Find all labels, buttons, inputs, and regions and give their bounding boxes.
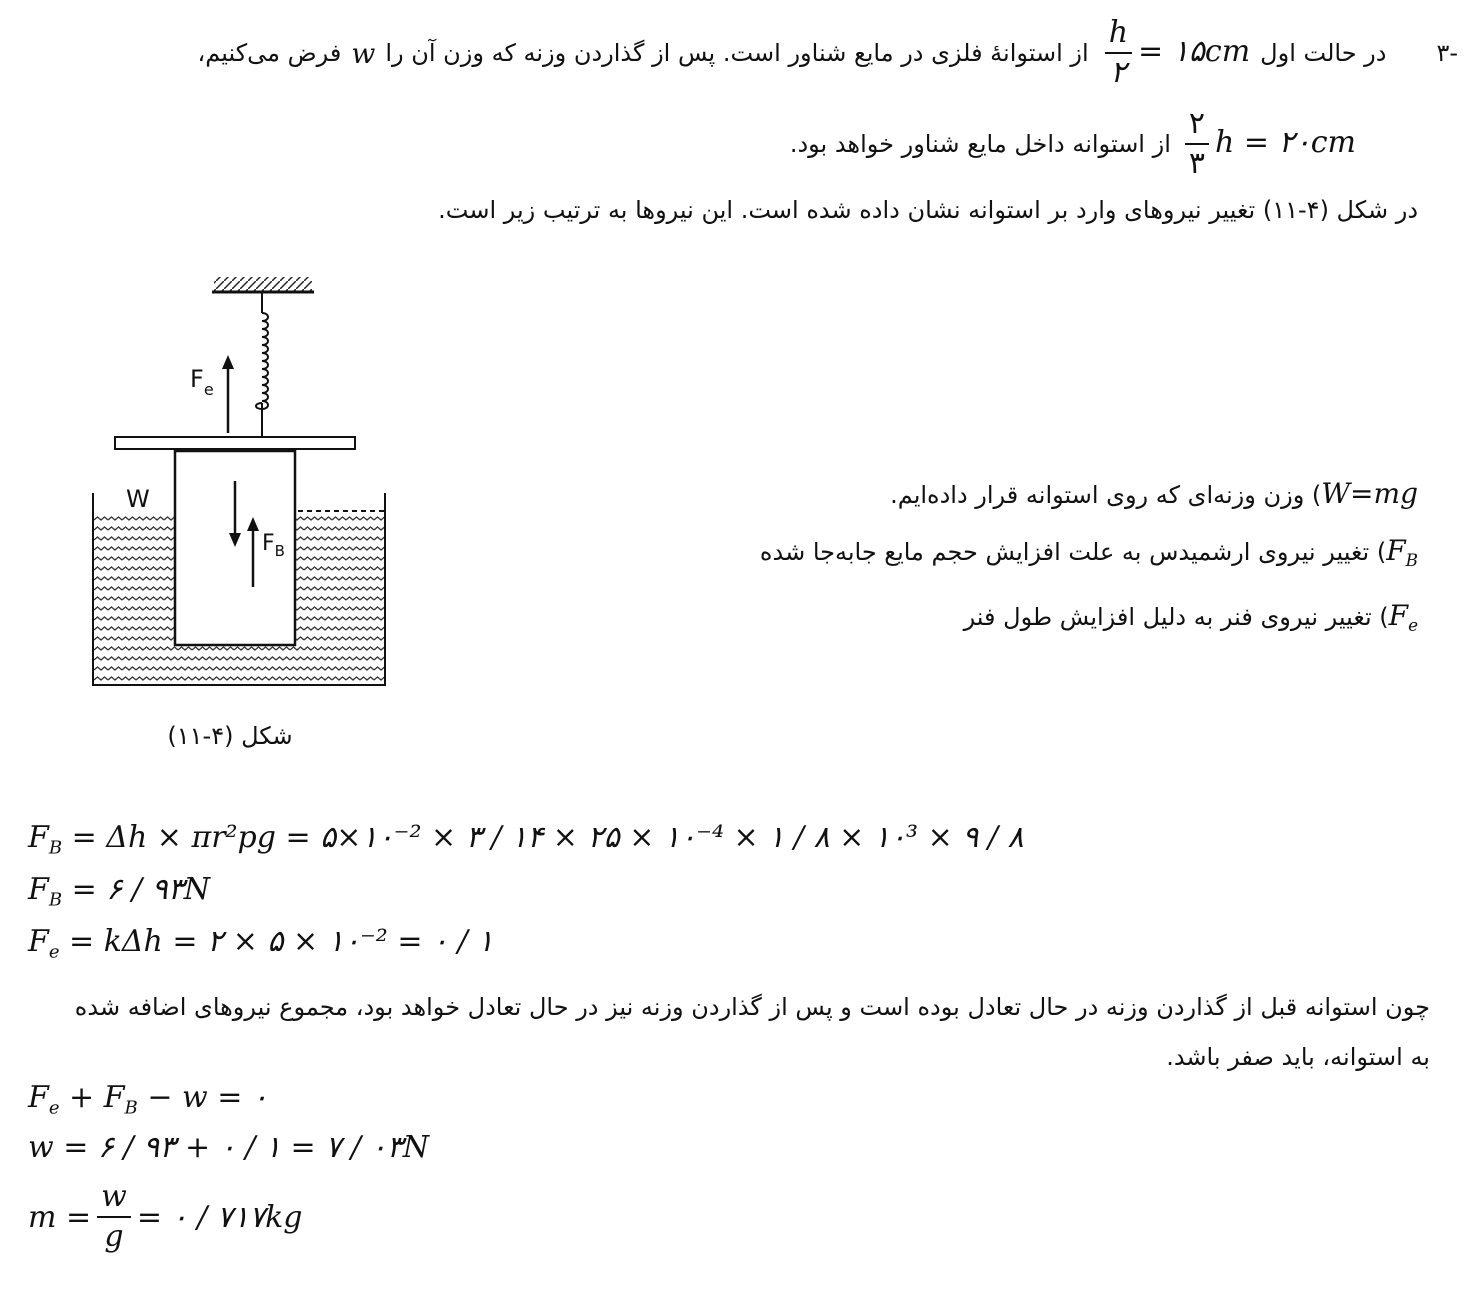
equation-mass: m = $\frac{w}{g}$ = ۰ / ۷۱۷kg: [28, 1179, 303, 1254]
intro-line-3: [438, 196, 1418, 224]
fe-label: $F_e$: [190, 365, 214, 399]
fraction-h-over-2: [1105, 15, 1132, 90]
intro-text-line3: در شکل (۴-۱۱) تغییر نیروهای وارد بر استوانه نشان داده شده است. این نیروها به ترتیب زیر است.: [438, 196, 1418, 224]
intro-text-b: از استوانهٔ فلزی در مایع شناور است. پس از گذاردن وزنه که وزن آن را: [385, 39, 1089, 67]
fraction-numerator: ۲: [1185, 109, 1209, 145]
force-legend: [618, 466, 1418, 653]
fraction-2-over-3: [1185, 106, 1209, 181]
paragraph-line-1: چون استوانه قبل از گذاردن وزنه در حال تعادل بوده است و پس از گذاردن وزنه نیز در حال تعادل خواهد بود، مجموع نیروهای اضافه شده: [74, 993, 1430, 1021]
paragraph-line-2: به استوانه، باید صفر باشد.: [1166, 1043, 1430, 1071]
figure-caption: شکل (۴-۱۱): [167, 722, 293, 750]
fb-label: $F_B$: [262, 531, 285, 560]
fraction-w-over-g: $\frac{w}{g}$: [97, 1182, 131, 1252]
intro-line-2: [790, 104, 1356, 184]
problem-number: -۳: [1436, 39, 1458, 67]
w-label: W: [126, 485, 150, 513]
equation-weight: w = ۶ / ۹۳ + ۰ / ۱ = ۷ / ۰۳N: [28, 1130, 430, 1165]
top-plate: [115, 437, 355, 449]
legend-symbol: $F_e$: [1388, 598, 1418, 635]
intro-eq-1: [1099, 15, 1251, 90]
fraction-denominator: ۲: [1110, 55, 1127, 90]
equation-fe-value: $F_e = k\Delta h$ = ۲ × ۵ × ۱۰⁻² = ۰ / ۱: [28, 924, 494, 963]
fraction-numerator: h: [1105, 18, 1132, 54]
legend-text: ) تغییر نیروی فنر به دلیل افزایش طول فنر: [963, 602, 1389, 631]
eq-rhs: h = ۲۰cm: [1214, 125, 1356, 160]
spring-coil: [256, 313, 268, 409]
intro-text-c: فرض می‌کنیم،: [197, 39, 342, 67]
spring-cylinder-figure: [80, 265, 400, 700]
legend-symbol: $F_B$: [1386, 534, 1418, 570]
equation-balance: $F_e + F_B - w$ = ۰: [28, 1080, 268, 1119]
legend-text: ) وزن وزنه‌ای که روی استوانه قرار داده‌ایم.: [890, 481, 1322, 509]
ceiling-hatch: [214, 277, 312, 291]
explanation-paragraph: [20, 982, 1430, 1082]
legend-symbol: W=mg: [1321, 477, 1418, 510]
intro-eq-2: [1179, 106, 1356, 181]
legend-item-fe: [618, 588, 1418, 653]
legend-item-fb: [618, 523, 1418, 588]
weight-variable: w: [351, 36, 376, 70]
intro-text-a: در حالت اول: [1260, 39, 1387, 67]
legend-text: ) تغییر نیروی ارشمیدس به علت افزایش حجم مایع جابه‌جا شده: [759, 538, 1387, 566]
fraction-denominator: ۳: [1188, 146, 1205, 181]
intro-text-line2: از استوانه داخل مایع شناور خواهد بود.: [789, 130, 1171, 158]
equation-fb-value: $F_B$ = ۶ / ۹۳N: [28, 872, 211, 911]
legend-item-w: [618, 466, 1418, 523]
equation-fb-expanded: $F_B = \Delta h \times \pi r^2pg$ = ۵×۱۰⁻² × ۳ / ۱۴ × ۲۵ × ۱۰⁻⁴ × ۱ / ۸ × ۱۰³ × ۹ / ۸: [28, 820, 1024, 859]
fe-arrow-head: [222, 355, 234, 369]
intro-line-1: [18, 15, 1458, 90]
eq-rhs: = ۱۵cm: [1138, 34, 1251, 69]
